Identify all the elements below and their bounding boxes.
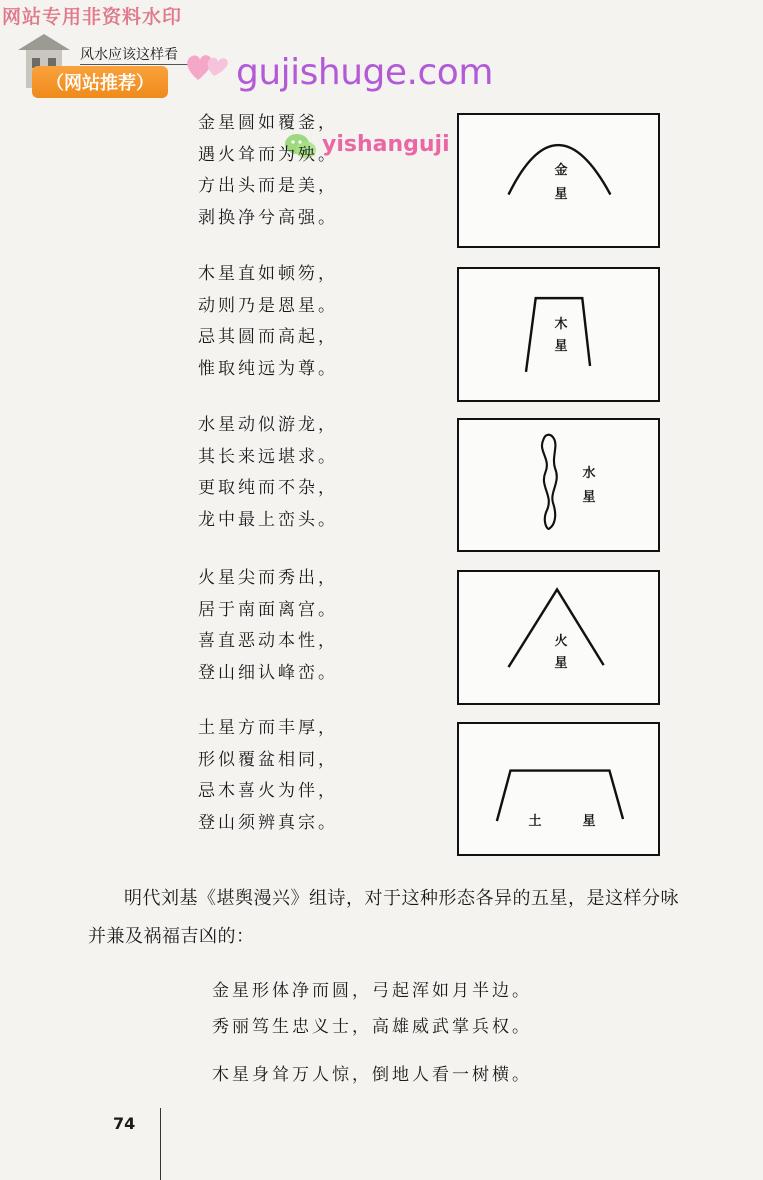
poem-line: 喜直恶动本性， [198,631,338,651]
poem-line: 遇火耸而为殃。 [198,144,338,165]
watermark-site-2: yishanguji [322,132,450,157]
poem-earth-star [198,713,418,839]
poem-line: 忌其圆而高起， [198,327,338,347]
poem-line: 居于南面离宫。 [198,599,338,620]
figure-wood-star [457,267,660,402]
figure-label-right: 星 [582,814,596,829]
figure-label-top: 水 [582,466,596,481]
poem-line: 火星尖而秀出， [198,568,338,588]
poem-line: 其长来远堪求。 [198,446,338,467]
figure-earth-star [457,722,660,856]
hearts-icon [184,46,230,86]
water-star-shape [459,420,658,550]
wood-star-shape [459,269,658,400]
poem-line: 登山细认峰峦。 [198,662,338,683]
poem-wood-star [198,259,418,385]
verse-line: 秀丽笃生忠义士，高雄威武掌兵权。 [212,1017,532,1037]
poem-line: 方出头而是美， [198,176,338,196]
poem-line: 更取纯而不杂， [198,478,338,498]
figure-metal-star [457,113,660,248]
running-header-title: 风水应该这样看 [80,47,178,63]
poem-line: 水星动似游龙， [198,415,338,435]
figure-fire-star [457,570,660,705]
figure-label-bottom: 星 [554,187,568,202]
poem-line: 惟取纯远为尊。 [198,358,338,379]
figure-label-left: 土 [528,814,542,829]
verse-line: 木星身耸万人惊，倒地人看一树横。 [212,1065,532,1085]
body-paragraph: 明代刘基《堪舆漫兴》组诗，对于这种形态各异的五星，是这样分咏并兼及祸福吉凶的： [88,888,679,947]
poem-line: 木星直如顿笏， [198,264,338,284]
verse-line: 金星形体净而圆，弓起浑如月半边。 [212,981,532,1001]
figure-label-top: 火 [554,634,568,649]
figure-label-bottom: 星 [582,490,596,505]
poem-line: 形似覆盆相同， [198,749,338,770]
poem-line: 剥换净兮高强。 [198,207,338,228]
earth-star-shape [459,724,658,854]
poem-line: 登山须辨真宗。 [198,812,338,833]
figure-label-top: 金 [554,163,568,178]
figure-label-top: 木 [554,317,568,332]
poem-line: 龙中最上峦头。 [198,509,338,530]
poem-line: 金星圆如覆釜， [198,113,338,133]
poem-line: 忌木喜火为伴， [198,781,338,801]
figure-water-star [457,418,660,552]
page-number-rule [160,1108,161,1180]
poem-water-star [198,410,418,536]
figure-label-bottom: 星 [554,656,568,671]
figure-label-bottom: 星 [554,339,568,354]
metal-star-shape [459,115,658,246]
poem-line: 土星方而丰厚， [198,718,338,738]
poem-fire-star [198,563,418,689]
poem-metal-star [198,108,418,234]
watermark-site: gujishuge.com [236,52,493,93]
page-number: 74 [113,1114,136,1133]
watermark-text: 网站专用非资料水印 [2,6,183,28]
poem-line: 动则乃是恩星。 [198,295,338,316]
recommend-badge: （网站推荐） [32,66,168,98]
